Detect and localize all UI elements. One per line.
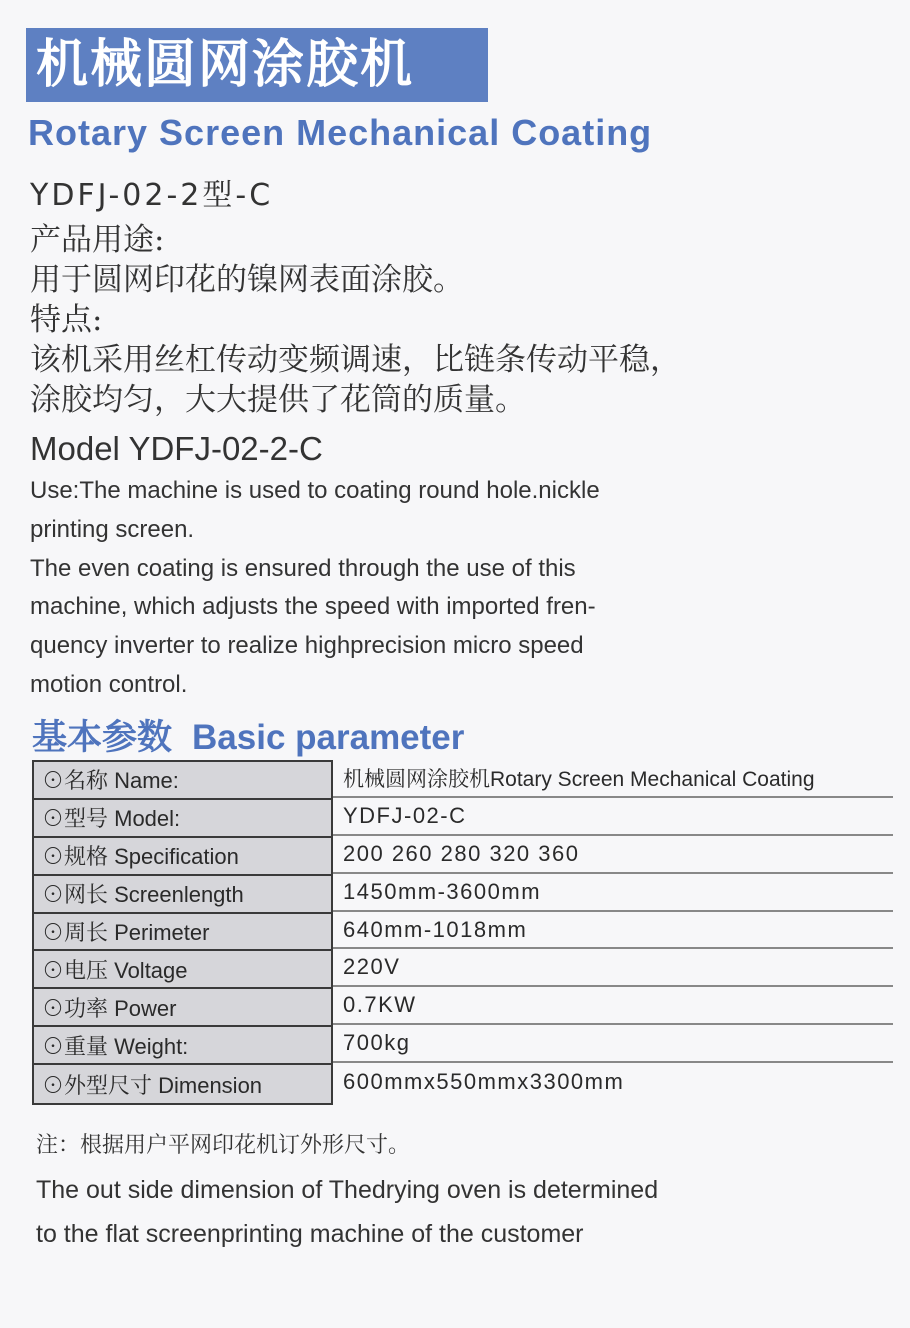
description-line: The even coating is ensured through the use of this xyxy=(30,554,576,582)
note-en-line: The out side dimension of Thedrying oven is determined xyxy=(36,1176,659,1204)
param-label-weight: ⊙重量 Weight: xyxy=(34,1027,331,1065)
use-text-cn: 用于圆网印花的镍网表面涂胶。 xyxy=(30,262,464,298)
param-label-screenlength: ⊙网长 Screenlength xyxy=(34,876,331,914)
features-label-cn: 特点: xyxy=(30,302,103,338)
param-label-specification: ⊙规格 Specification xyxy=(34,838,331,876)
param-value-weight: 700kg xyxy=(333,1025,893,1063)
model-cn: YDFJ-02-2型-C xyxy=(30,178,274,213)
params-value-column xyxy=(333,760,893,1101)
param-label-name: ⊙名称 Name: xyxy=(34,762,331,800)
description-en xyxy=(30,472,730,705)
params-heading xyxy=(32,710,464,760)
param-label-model: ⊙型号 Model: xyxy=(34,800,331,838)
title-cn: 机械圆网涂胶机 xyxy=(26,28,488,102)
param-label-perimeter: ⊙周长 Perimeter xyxy=(34,914,331,952)
params-label-column xyxy=(32,760,333,1105)
param-value-perimeter: 640mm-1018mm xyxy=(333,912,893,950)
param-label-dimension: ⊙外型尺寸 Dimension xyxy=(42,1072,263,1098)
param-value-screenlength: 1450mm-3600mm xyxy=(333,874,893,912)
description-line: quency inverter to realize highprecision micro speed xyxy=(30,632,584,660)
features-line2-cn: 涂胶均匀，大大提供了花筒的质量。 xyxy=(30,382,526,418)
param-value-specification: 200 260 280 320 360 xyxy=(333,836,893,874)
param-value-model: YDFJ-02-C xyxy=(333,798,893,836)
param-value-name: 机械圆网涂胶机Rotary Screen Mechanical Coating xyxy=(333,760,893,798)
title-en: Rotary Screen Mechanical Coating xyxy=(28,112,653,153)
param-value-power: 0.7KW xyxy=(333,987,893,1025)
params-heading-cn: 基本参数 xyxy=(32,718,173,758)
description-line: Use:The machine is used to coating round hole.nickle xyxy=(30,477,600,504)
param-label-power: ⊙功率 Power xyxy=(34,989,331,1027)
description-line: printing screen. xyxy=(30,515,195,543)
features-line1-cn: 该机采用丝杠传动变频调速，比链条传动平稳， xyxy=(30,342,681,378)
param-label-voltage: ⊙电压 Voltage xyxy=(34,951,331,989)
note-cn: 注：根据用户平网印花机订外形尺寸。 xyxy=(36,1133,411,1158)
description-line: motion control. xyxy=(30,670,188,698)
note-en-line: to the flat screenprinting machine of the customer xyxy=(36,1220,584,1248)
params-heading-en: Basic parameter xyxy=(192,718,465,757)
param-value-dimension: 600mmx550mmx3300mm xyxy=(343,1069,625,1095)
use-label-cn: 产品用途: xyxy=(30,222,165,258)
model-en: Model YDFJ-02-2-C xyxy=(30,430,323,467)
note-en xyxy=(36,1168,658,1256)
param-value-voltage: 220V xyxy=(333,949,893,987)
description-line: machine, which adjusts the speed with imported fren- xyxy=(30,593,596,621)
